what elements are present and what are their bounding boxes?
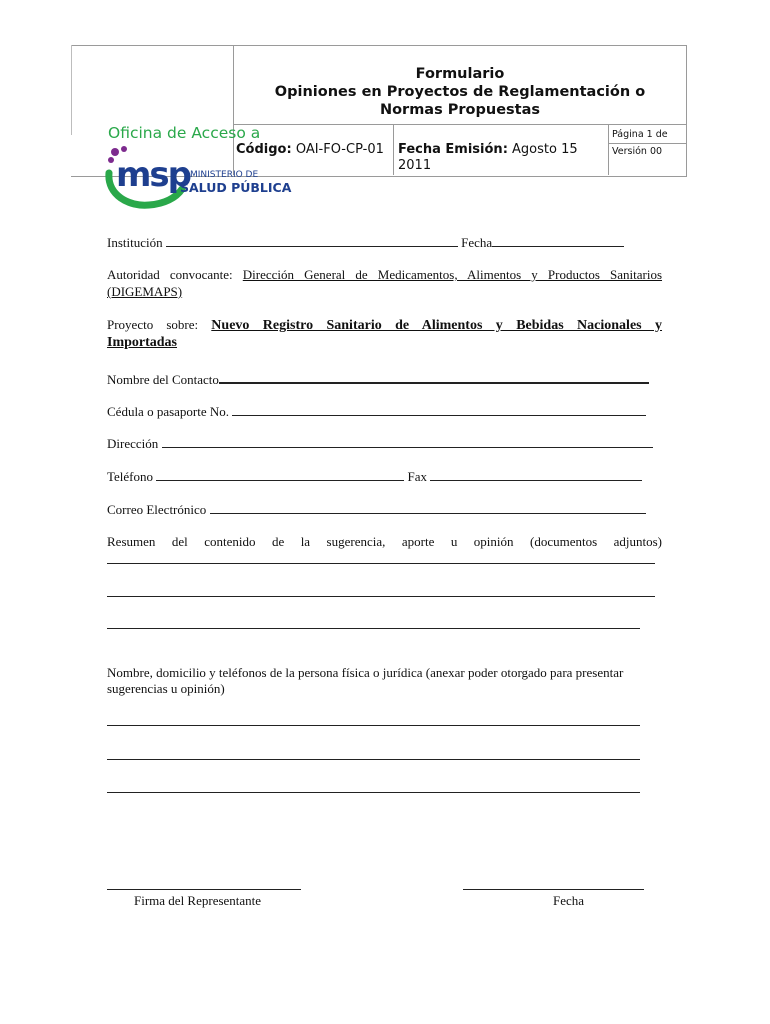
date-value: Agosto 15 2011 <box>398 142 578 173</box>
header-divider <box>393 124 394 175</box>
cedula-row <box>107 403 646 420</box>
fecha-label: Fecha <box>461 235 493 250</box>
logo-line1: MINISTERIO DE <box>190 170 259 180</box>
resumen-field-line[interactable] <box>107 563 655 564</box>
title-line: Opiniones en Proyectos de Reglamentación o <box>274 84 646 100</box>
resumen-field-line[interactable] <box>107 596 655 597</box>
fax-field[interactable] <box>430 468 642 481</box>
form-title <box>234 65 686 119</box>
telefono-row <box>107 468 642 485</box>
institucion-field[interactable] <box>166 234 458 247</box>
title-line: Formulario <box>415 66 505 82</box>
autoridad-value-2: (DIGEMAPS) <box>107 284 183 299</box>
correo-row <box>107 501 646 518</box>
logo-line2: SALUD PÚBLICA <box>180 180 292 195</box>
autoridad-row-2 <box>107 284 182 300</box>
header-divider <box>608 143 687 144</box>
header-divider <box>233 124 687 125</box>
proyecto-label: Proyecto sobre: <box>107 317 199 332</box>
persona-field-line[interactable] <box>107 759 640 760</box>
proyecto-row-2 <box>107 334 177 351</box>
version: Versión 00 <box>612 146 663 157</box>
office-name: Oficina de Acceso a <box>108 124 261 142</box>
cedula-field[interactable] <box>232 403 646 416</box>
date-label: Fecha Emisión: <box>398 142 508 157</box>
msp-logo <box>104 143 292 209</box>
correo-field[interactable] <box>210 501 646 514</box>
autoridad-row <box>107 267 662 283</box>
proyecto-value: Nuevo Registro Sanitario de Alimentos y Bebidas Nacionales y <box>211 318 663 333</box>
correo-label: Correo Electrónico <box>107 502 207 517</box>
institucion-label: Institución <box>107 235 163 250</box>
code-label: Código: <box>236 142 292 157</box>
fecha-field[interactable] <box>492 234 624 247</box>
proyecto-row <box>107 317 662 334</box>
contacto-row <box>107 370 649 388</box>
code-value: OAI-FO-CP-01 <box>295 142 384 157</box>
persona-label-2: sugerencias u opinión) <box>107 681 225 696</box>
firma-line[interactable] <box>107 889 301 890</box>
cedula-label: Cédula o pasaporte No. <box>107 404 230 419</box>
proyecto-value-2: Importadas <box>107 335 178 350</box>
institucion-row <box>107 234 624 251</box>
logo-letters: msp <box>116 155 191 195</box>
autoridad-label: Autoridad convocante: <box>107 267 233 282</box>
persona-field-line[interactable] <box>107 725 640 726</box>
fax-label: Fax <box>407 469 428 484</box>
persona-field-line[interactable] <box>107 792 640 793</box>
firma-label: Firma del Representante <box>134 893 262 908</box>
direccion-field[interactable] <box>162 435 653 448</box>
fecha-firma-label: Fecha <box>553 893 585 908</box>
header-left-border <box>71 45 72 135</box>
resumen-label: Resumen del contenido de la sugerencia, aporte u opinión (documentos adjuntos) <box>107 534 662 549</box>
persona-label: Nombre, domicilio y teléfonos de la persona física o jurídica (anexar poder otorgado para presentar <box>107 665 624 680</box>
contacto-field[interactable] <box>219 370 649 384</box>
page-number: Página 1 de <box>612 129 668 140</box>
title-line: Normas Propuestas <box>379 102 541 118</box>
contacto-label: Nombre del Contacto <box>107 372 219 387</box>
fecha-firma-line[interactable] <box>463 889 644 890</box>
autoridad-value: Dirección General de Medicamentos, Alimentos y Productos Sanitarios <box>242 267 663 282</box>
resumen-field-line[interactable] <box>107 628 640 629</box>
header-divider <box>608 124 609 175</box>
telefono-label: Teléfono <box>107 469 154 484</box>
direccion-row <box>107 435 653 452</box>
telefono-field[interactable] <box>156 468 404 481</box>
date-cell <box>398 142 603 174</box>
direccion-label: Dirección <box>107 436 159 451</box>
